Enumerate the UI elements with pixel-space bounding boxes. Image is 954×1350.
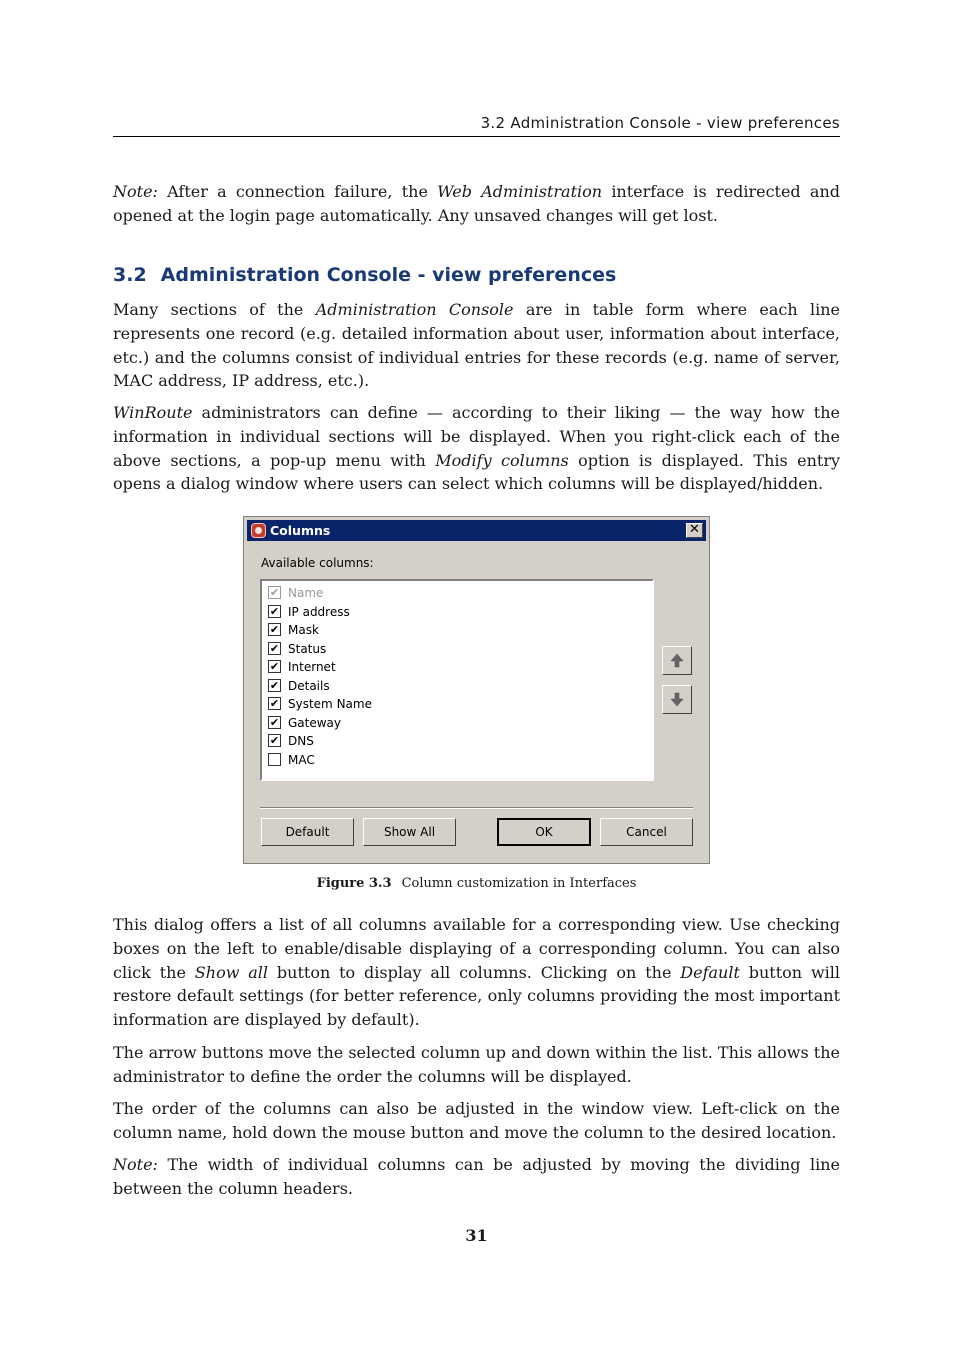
column-list-item-label: Gateway xyxy=(288,715,342,730)
columns-dialog xyxy=(243,516,710,864)
checkbox-checked-icon[interactable]: ✔ xyxy=(269,623,280,636)
column-list-item-label: MAC xyxy=(288,752,315,767)
column-list-item-label: Status xyxy=(288,641,327,656)
checkbox-checked-icon[interactable]: ✔ xyxy=(269,641,280,655)
column-list-item-label: System Name xyxy=(288,697,372,711)
checkbox-checked-icon: ✔ xyxy=(269,586,280,599)
running-head: 3.2 Administration Console - view preferences xyxy=(480,114,840,132)
arrow-buttons-paragraph: The arrow buttons move the selected column up and down within the list. This allows the administrator to define the order the columns will be displayed. xyxy=(113,1043,840,1086)
figure-label: Figure 3.3 xyxy=(316,876,392,891)
column-order-paragraph: The order of the columns can also be adjusted in the window view. Left-click on the column name, hold down the mouse button and move the column to the desired location. xyxy=(113,1099,840,1142)
note-text-b: interface is redirected and opened at the login page automatically. Any unsaved changes will get lost. xyxy=(113,182,840,225)
winroute-paragraph xyxy=(113,401,840,496)
note-paragraph-column-width xyxy=(113,1153,840,1201)
move-up-button[interactable] xyxy=(662,646,692,675)
dialog-title: Columns xyxy=(270,523,331,538)
note-label: Note: xyxy=(113,1155,158,1174)
dialog-separator xyxy=(260,807,693,809)
show-all-button[interactable]: Show All xyxy=(363,818,456,846)
available-columns-label: Available columns: xyxy=(261,556,374,570)
arrow-down-icon xyxy=(670,692,684,707)
intro-paragraph xyxy=(113,298,840,393)
dialog-desc-text-c: button will restore default settings (for better reference, only columns providing the most important information are displayed by default). xyxy=(113,962,841,1030)
dialog-titlebar[interactable] xyxy=(247,520,706,541)
checkbox-checked-icon[interactable]: ✔ xyxy=(269,734,280,747)
checkbox-checked-icon[interactable]: ✔ xyxy=(269,604,280,618)
dialog-desc-text-a: This dialog offers a list of all columns available for a corresponding view. Use checking boxes on the left to enable/disable displaying of a corresponding column. You can also click the xyxy=(113,915,840,982)
winroute-text-b: option is displayed. This entry opens a dialog window where users can select which columns will be displayed/hidden. xyxy=(113,450,841,494)
column-list-item-label: IP address xyxy=(288,604,350,619)
checkbox-checked-icon[interactable]: ✔ xyxy=(269,660,280,673)
note-text: The width of individual columns can be adjusted by moving the dividing line between the column headers. xyxy=(113,1155,840,1198)
columns-listbox[interactable] xyxy=(260,579,654,781)
note-text-a: After a connection failure, the xyxy=(157,182,438,201)
arrow-up-icon xyxy=(670,653,684,668)
column-list-item-label: Internet xyxy=(288,660,336,674)
show-all-emphasis: Show all xyxy=(194,962,269,982)
checkbox-unchecked-icon[interactable] xyxy=(268,753,281,766)
note-paragraph-connection-failure xyxy=(113,180,840,228)
checkbox-checked-icon[interactable]: ✔ xyxy=(269,678,280,692)
column-list-item-label: Details xyxy=(288,678,330,693)
figure-caption-text: Column customization in Interfaces xyxy=(401,876,637,891)
note-label: Note: xyxy=(113,182,158,201)
close-icon[interactable]: ✕ xyxy=(686,523,703,538)
page-number: 31 xyxy=(465,1226,488,1245)
section-title: Administration Console - view preferences xyxy=(160,264,617,286)
checkbox-checked-icon[interactable]: ✔ xyxy=(269,697,280,710)
column-list-item-label: Name xyxy=(288,586,324,600)
column-list-item-label: DNS xyxy=(288,734,314,748)
ok-button[interactable]: OK xyxy=(497,818,591,846)
dialog-desc-text-b: button to display all columns. Clicking on the xyxy=(268,962,681,982)
winroute-text-a: administrators can define — according to their liking — the way how the information in individual sections will be displayed. When you right-click each of the above sections, a pop-up menu with xyxy=(113,403,840,470)
move-down-button[interactable] xyxy=(662,685,692,714)
column-list-item-label: Mask xyxy=(288,623,319,637)
section-heading xyxy=(113,264,616,286)
intro-text-a: Many sections of the xyxy=(113,300,316,319)
section-number: 3.2 xyxy=(113,264,147,286)
app-icon xyxy=(251,523,266,538)
intro-text-b: are in table form where each line represents one record (e.g. detailed information about user, information about interface, etc.) and the columns consist of individual entries for these records (e.g. name of server, MAC address, IP address, etc.). xyxy=(113,300,841,391)
dialog-description-paragraph xyxy=(113,913,840,1032)
winroute-emphasis: WinRoute xyxy=(113,403,193,422)
figure-caption xyxy=(113,876,840,891)
intro-emphasis: Administration Console xyxy=(315,300,514,319)
default-emphasis: Default xyxy=(680,962,740,982)
header-rule xyxy=(113,136,840,137)
note-emphasis-web-administration: Web Administration xyxy=(437,182,603,201)
checkbox-checked-icon[interactable]: ✔ xyxy=(269,715,280,729)
cancel-button[interactable]: Cancel xyxy=(600,818,693,846)
modify-columns-emphasis: Modify columns xyxy=(435,450,569,470)
default-button[interactable]: Default xyxy=(261,818,354,846)
